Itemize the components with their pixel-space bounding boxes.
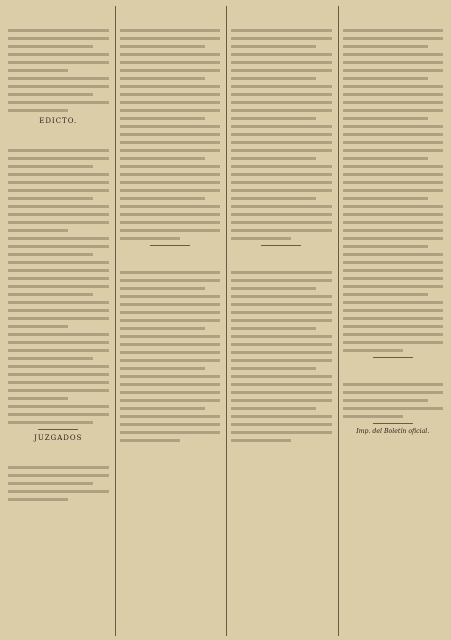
text-placeholder <box>343 29 444 352</box>
notice-heading: EDICTO. <box>39 117 78 125</box>
notice-signature <box>231 258 332 266</box>
notice <box>343 362 444 418</box>
notice-text <box>120 250 221 258</box>
notice-signature <box>8 136 109 144</box>
notice-text <box>120 8 221 16</box>
notice-text <box>8 128 109 136</box>
notice-signature <box>8 453 109 461</box>
notice <box>8 117 109 424</box>
divider <box>150 245 190 246</box>
notice-signature <box>120 16 221 24</box>
notice-signature <box>120 258 221 266</box>
notice <box>120 250 221 442</box>
notice-signature <box>231 16 332 24</box>
notice <box>120 8 221 240</box>
notice-signature <box>8 16 109 24</box>
notice-signature <box>343 16 444 24</box>
notice-text <box>231 250 332 258</box>
notice-text <box>8 8 109 16</box>
column-3 <box>226 6 332 636</box>
column-4 <box>338 6 444 636</box>
notice-signature <box>343 370 444 378</box>
divider <box>373 423 413 424</box>
printer-imprint: Imp. del Boletín oficial. <box>356 428 430 435</box>
notice-text <box>343 8 444 16</box>
text-placeholder <box>8 149 109 424</box>
divider <box>38 429 78 430</box>
divider <box>373 357 413 358</box>
notice-heading: JUZGADOS <box>34 434 83 442</box>
text-placeholder <box>8 29 109 112</box>
column-2 <box>115 6 221 636</box>
text-placeholder <box>231 29 332 240</box>
notice-text <box>231 8 332 16</box>
text-placeholder <box>120 29 221 240</box>
notice <box>343 8 444 352</box>
notice <box>231 8 332 240</box>
notice-text <box>8 445 109 453</box>
notice-text <box>343 362 444 370</box>
column-1 <box>8 6 109 636</box>
notice <box>8 434 109 501</box>
text-placeholder <box>120 271 221 442</box>
notice <box>231 250 332 442</box>
columns <box>8 6 443 636</box>
notice <box>8 8 109 112</box>
text-placeholder <box>343 383 444 418</box>
text-placeholder <box>8 466 109 501</box>
text-placeholder <box>231 271 332 442</box>
divider <box>261 245 301 246</box>
